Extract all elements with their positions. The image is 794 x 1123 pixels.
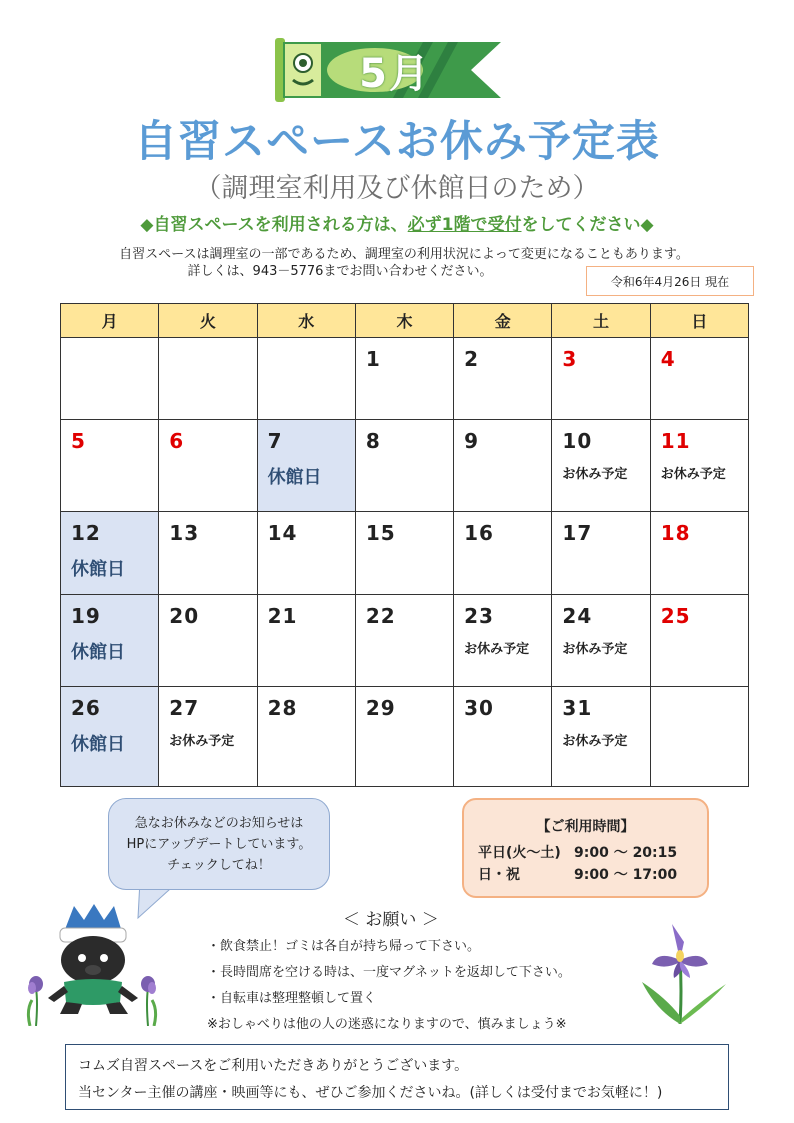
info-line-1: 自習スペースは調理室の一部であるため、調理室の利用状況によって変更になることもあります。 (119, 247, 689, 262)
calendar-day-cell (355, 687, 453, 787)
weekday-header: 土 (552, 304, 650, 338)
bubble-line-2: HPにアップデートしています。 (126, 836, 312, 852)
day-number: 5 (71, 429, 86, 453)
day-number: 20 (169, 604, 200, 628)
bubble-line-3: チェックしてね！ (167, 857, 271, 873)
day-number: 11 (660, 429, 691, 453)
calendar-day-cell (61, 512, 159, 595)
requests-title: ＜ お願い ＞ (343, 910, 439, 930)
calendar-day-cell (61, 420, 159, 512)
day-number: 31 (562, 696, 593, 720)
calendar-day-cell (257, 595, 355, 687)
planned-closure-label: お休み予定 (660, 467, 726, 482)
day-number: 29 (365, 696, 396, 720)
day-number: 18 (660, 521, 691, 545)
day-number: 1 (365, 347, 381, 371)
calendar-day-cell (159, 338, 257, 420)
hours-weekday-row (478, 842, 707, 864)
day-number: 25 (660, 604, 691, 628)
calendar-day-cell (552, 420, 650, 512)
calendar-week-row (61, 595, 749, 687)
weekday-header: 月 (61, 304, 159, 338)
calendar-week-row (61, 512, 749, 595)
day-number: 30 (464, 696, 494, 720)
calendar-day-cell (159, 512, 257, 595)
hours-weekday-label: 平日(火～土) (478, 845, 561, 861)
day-number: 19 (71, 604, 101, 628)
calendar-body (61, 338, 749, 787)
closed-day-label: 休館日 (71, 559, 125, 580)
footer-line-1: コムズ自習スペースをご利用いただきありがとうございます。 (78, 1058, 469, 1074)
calendar-day-cell (650, 595, 748, 687)
page-title: 自習スペースお休み予定表 (134, 117, 660, 167)
closed-day-label: 休館日 (267, 467, 322, 488)
footer-message (65, 1044, 729, 1110)
day-number: 27 (169, 696, 200, 720)
planned-closure-label: お休み予定 (562, 734, 628, 749)
planned-closure-label: お休み予定 (464, 642, 530, 657)
request-item: ・飲食禁止！ゴミは各自が持ち帰って下さい。 (207, 939, 481, 954)
hours-weekday-time: 9:00 ～ 20:15 (574, 845, 678, 861)
calendar-day-cell (355, 595, 453, 687)
calendar-day-cell (650, 338, 748, 420)
notice-emphasis: 必ず1階で受付 (407, 215, 522, 235)
weekday-header: 水 (257, 304, 355, 338)
info-line-2: 詳しくは、943－5776までお問い合わせください。 (187, 264, 493, 279)
closed-day-label: 休館日 (71, 734, 125, 755)
planned-closure-label: お休み予定 (562, 467, 628, 482)
calendar-day-cell (159, 595, 257, 687)
calendar-day-cell (355, 512, 453, 595)
day-number: 13 (169, 521, 200, 545)
calendar-day-cell (454, 420, 552, 512)
calendar-day-cell (454, 595, 552, 687)
calendar-table (60, 303, 749, 787)
weekday-header: 木 (355, 304, 453, 338)
month-badge: 5月 (359, 50, 431, 97)
day-number: 9 (464, 429, 480, 453)
calendar-day-cell (454, 512, 552, 595)
day-number: 10 (562, 429, 593, 453)
calendar-day-cell (552, 595, 650, 687)
calendar-day-cell (355, 338, 453, 420)
calendar-day-cell (650, 687, 748, 787)
calendar-day-cell (159, 687, 257, 787)
day-number: 26 (71, 696, 101, 720)
calendar-week-row (61, 687, 749, 787)
day-number: 4 (660, 347, 676, 371)
weekday-header: 火 (159, 304, 257, 338)
calendar-day-cell (552, 512, 650, 595)
day-number: 8 (365, 429, 381, 453)
day-number: 23 (464, 604, 494, 628)
announcement-bubble (108, 798, 330, 890)
day-number: 22 (365, 604, 396, 628)
day-number: 7 (267, 429, 283, 453)
calendar-day-cell (355, 420, 453, 512)
day-number: 15 (365, 521, 396, 545)
calendar-day-cell (454, 687, 552, 787)
hours-holiday-label: 日・祝 (478, 867, 520, 883)
calendar-day-cell (650, 420, 748, 512)
hours-title: 【ご利用時間】 (536, 819, 635, 835)
calendar-day-cell (257, 512, 355, 595)
calendar-day-cell (257, 420, 355, 512)
day-number: 14 (267, 521, 298, 545)
page-subtitle: （調理室利用及び休館日のため） (194, 173, 600, 204)
planned-closure-label: お休み予定 (562, 642, 628, 657)
iris-flower-icon (636, 920, 736, 1024)
day-number: 3 (562, 347, 578, 371)
calendar-day-cell (552, 338, 650, 420)
calendar-week-row (61, 420, 749, 512)
calendar-day-cell (257, 338, 355, 420)
request-item: ・自転車は整理整頓して置く (207, 991, 377, 1006)
requests-list (207, 934, 571, 1038)
calendar-day-cell (61, 338, 159, 420)
bubble-line-1: 急なお休みなどのお知らせは (134, 815, 304, 831)
request-item: ・長時間席を空ける時は、一度マグネットを返却して下さい。 (207, 965, 571, 980)
notice-post: をしてください◆ (521, 215, 654, 235)
day-number: 24 (562, 604, 593, 628)
weekday-header: 日 (650, 304, 748, 338)
day-number: 6 (169, 429, 185, 453)
calendar-day-cell (650, 512, 748, 595)
day-number: 16 (464, 521, 494, 545)
calendar-week-row (61, 338, 749, 420)
hours-holiday-time: 9:00 ～ 17:00 (574, 867, 678, 883)
calendar-day-cell (257, 687, 355, 787)
day-number: 2 (464, 347, 480, 371)
calendar-day-cell (61, 595, 159, 687)
day-number: 12 (71, 521, 101, 545)
as-of-date: 令和6年4月26日 現在 (586, 266, 754, 296)
day-number: 28 (267, 696, 298, 720)
weekday-header-row (61, 304, 749, 338)
calendar-day-cell (552, 687, 650, 787)
samurai-character-icon (24, 902, 164, 1026)
day-number: 17 (562, 521, 593, 545)
calendar-day-cell (454, 338, 552, 420)
reception-notice (0, 210, 794, 235)
opening-hours-box (462, 798, 709, 898)
hours-holiday-row (478, 864, 707, 886)
planned-closure-label: お休み予定 (169, 734, 235, 749)
closed-day-label: 休館日 (71, 642, 125, 663)
calendar-day-cell (159, 420, 257, 512)
request-item: ※おしゃべりは他の人の迷惑になりますので、慎みましょう※ (207, 1017, 567, 1032)
calendar-day-cell (61, 687, 159, 787)
notice-pre: ◆自習スペースを利用される方は、 (140, 215, 408, 235)
footer-line-2: 当センター主催の講座・映画等にも、ぜひご参加くださいね。(詳しくは受付までお気軽に！) (78, 1085, 663, 1101)
day-number: 21 (267, 604, 298, 628)
weekday-header: 金 (454, 304, 552, 338)
